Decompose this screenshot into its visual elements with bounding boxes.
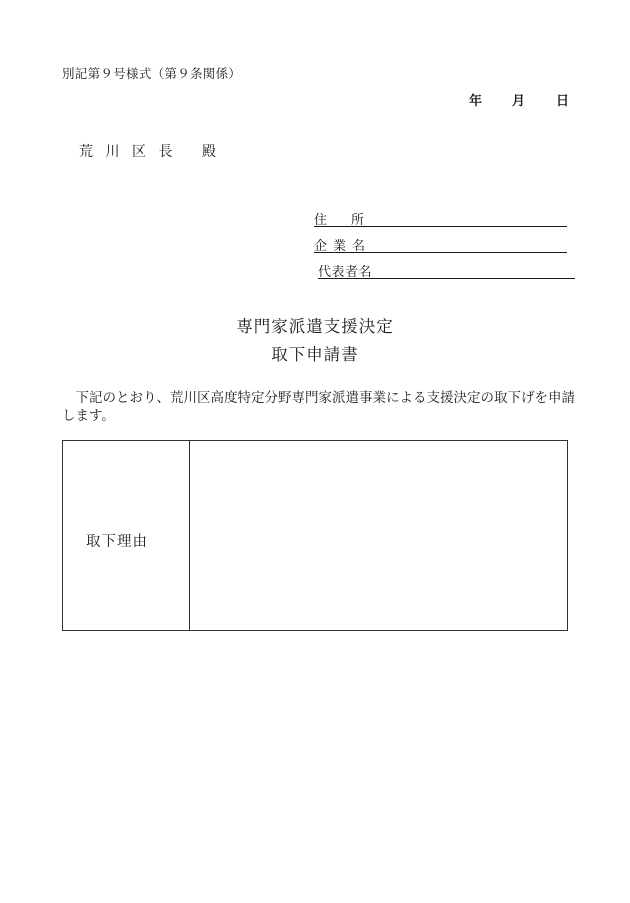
company-name-field[interactable] (314, 236, 567, 253)
representative-name-field[interactable] (318, 262, 575, 279)
address-field[interactable] (314, 210, 567, 227)
reason-label-cell (63, 441, 190, 630)
withdrawal-reason-table (62, 440, 568, 631)
company-name-label: 企業名 (314, 239, 372, 254)
date-day-label: 日 (556, 94, 570, 109)
address-label: 住所 (314, 213, 389, 228)
request-statement-text: 下記のとおり、荒川区高度特定分野専門家派遣事業による支援決定の取下げを申請します。 (62, 390, 575, 424)
reason-input-area[interactable] (190, 441, 567, 630)
date-year-label: 年 (469, 94, 483, 109)
form-number: 別記第９号様式（第９条関係） (62, 66, 242, 81)
representative-name-label: 代表者名 (318, 265, 373, 280)
request-statement (62, 389, 587, 425)
document-title-line2: 取下申請書 (271, 345, 359, 364)
reason-label: 取下理由 (86, 534, 148, 550)
addressee: 荒川区長 殿 (79, 144, 229, 160)
document-title-line1: 専門家派遣支援決定 (236, 317, 394, 336)
date-month-label: 月 (512, 94, 526, 109)
